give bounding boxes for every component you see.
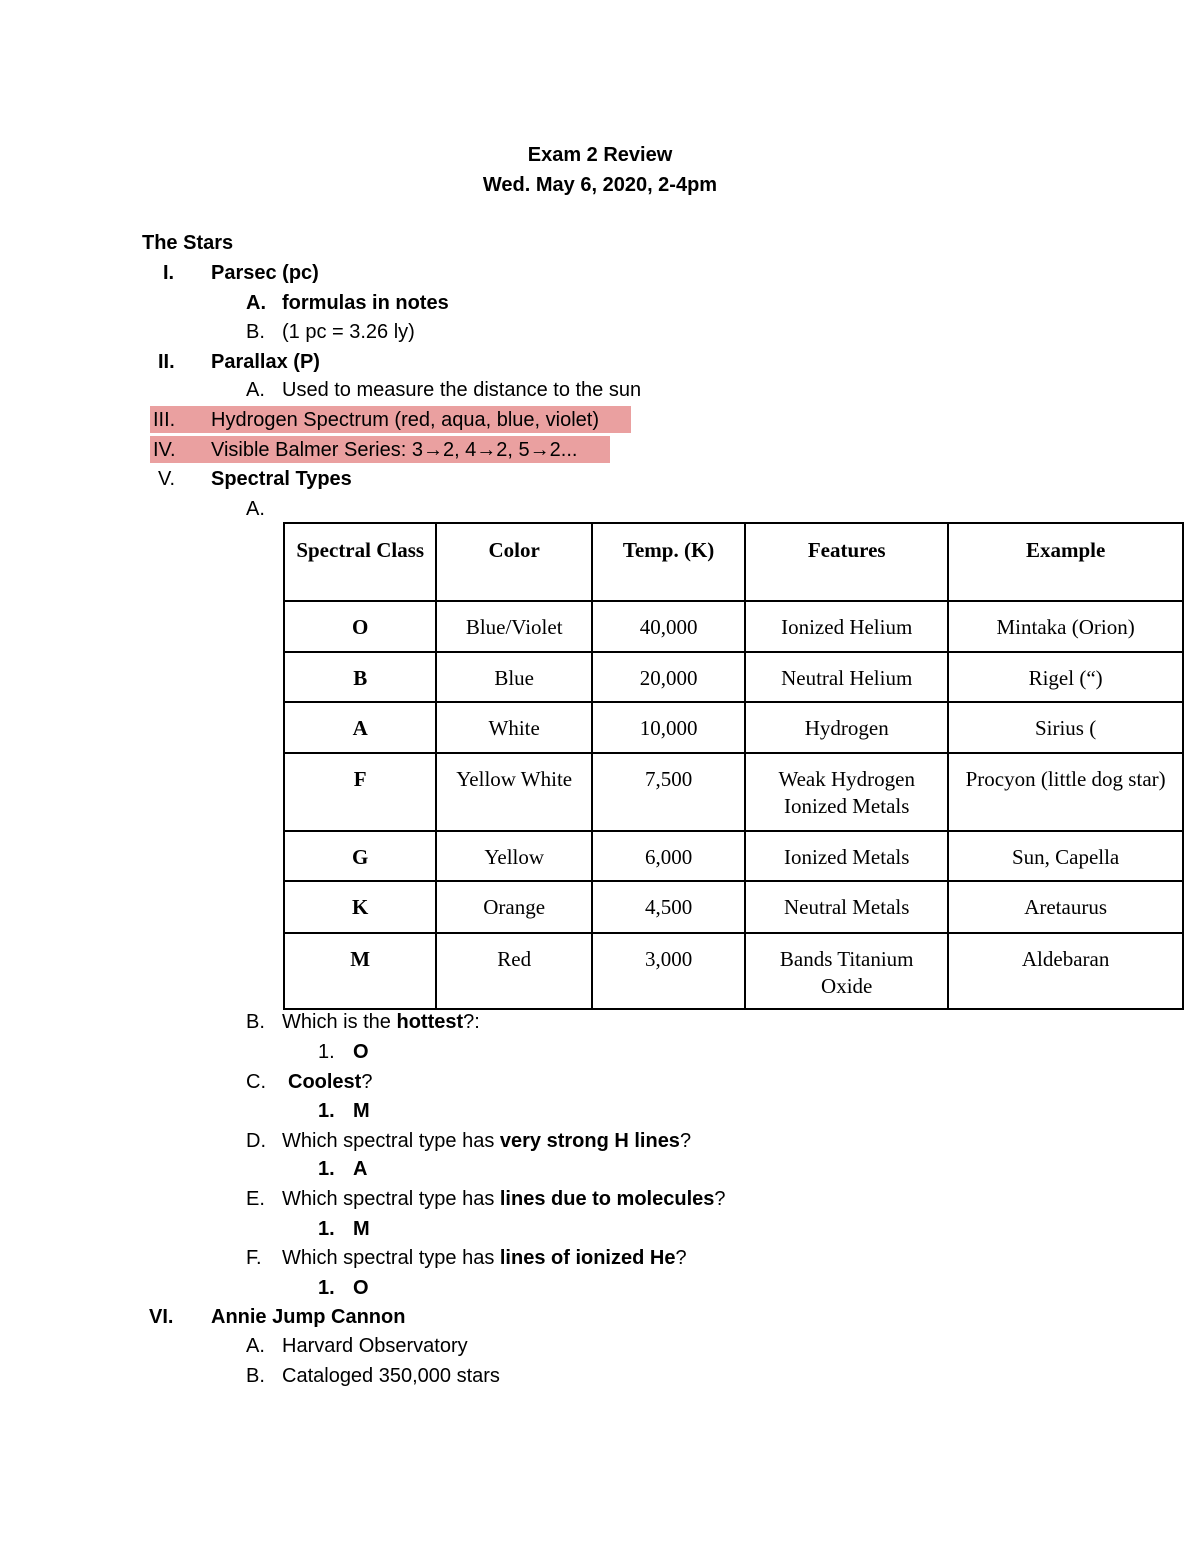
- answer-text: M: [353, 1218, 370, 1240]
- item-v-f-number: F.: [246, 1247, 262, 1269]
- table-cell: White: [436, 702, 592, 753]
- table-cell: Blue: [436, 652, 592, 702]
- table-cell: Mintaka (Orion): [948, 601, 1183, 652]
- item-v-e-question: [282, 1187, 726, 1211]
- question-keyword: lines of ionized He: [499, 1247, 676, 1269]
- table-cell: Neutral Metals: [745, 881, 948, 933]
- table-cell: Orange: [436, 881, 592, 933]
- item-ii-a-number: A.: [246, 379, 265, 401]
- table-cell: Bands Titanium Oxide: [745, 933, 948, 1009]
- table-cell-class: F: [284, 753, 436, 831]
- table-cell: Aretaurus: [948, 881, 1183, 933]
- table-cell: Aldebaran: [948, 933, 1183, 1009]
- item-v-d-number: D.: [246, 1130, 266, 1152]
- answer-number: 1.: [318, 1158, 335, 1180]
- item-v-b-number: B.: [246, 1011, 265, 1033]
- table-cell: 3,000: [592, 933, 745, 1009]
- item-i-a-text: formulas in notes: [282, 292, 449, 314]
- item-vi-b-number: B.: [246, 1365, 265, 1387]
- question-text: ?: [714, 1188, 726, 1210]
- table-header-cell: Example: [948, 523, 1183, 601]
- answer-text: M: [353, 1100, 370, 1122]
- table-cell: Red: [436, 933, 592, 1009]
- item-vi-number: VI.: [149, 1306, 174, 1328]
- table-row: [284, 933, 1183, 1009]
- table-cell: Ionized Helium: [745, 601, 948, 652]
- item-vi-title: Annie Jump Cannon: [211, 1306, 406, 1328]
- table-cell: 40,000: [592, 601, 745, 652]
- item-iii-title: Hydrogen Spectrum (red, aqua, blue, violet): [211, 409, 599, 431]
- table-cell: Yellow White: [436, 753, 592, 831]
- table-cell-class: G: [284, 831, 436, 881]
- table-cell: Yellow: [436, 831, 592, 881]
- table-cell: Rigel (“): [948, 652, 1183, 702]
- item-i-b-number: B.: [246, 321, 265, 343]
- table-cell: 20,000: [592, 652, 745, 702]
- item-ii-title: Parallax (P): [211, 351, 320, 373]
- question-text: ?: [361, 1071, 373, 1093]
- answer-text: O: [353, 1277, 369, 1299]
- answer-number: 1.: [318, 1100, 335, 1122]
- item-v-d-question: [282, 1129, 691, 1153]
- item-v-a-number: A.: [246, 498, 265, 520]
- item-iv-title: Visible Balmer Series: 3→2, 4→2, 5→2...: [211, 439, 578, 461]
- table-cell: Weak Hydrogen Ionized Metals: [745, 753, 948, 831]
- table-row: [284, 601, 1183, 652]
- item-iii-number: III.: [153, 409, 176, 431]
- table-cell: Hydrogen: [745, 702, 948, 753]
- question-text: Which spectral type has: [282, 1130, 500, 1152]
- item-v-c-number: C.: [246, 1071, 266, 1093]
- table-cell: Sun, Capella: [948, 831, 1183, 881]
- exam-date: Wed. May 6, 2020, 2-4pm: [482, 174, 718, 196]
- question-text: Which spectral type has: [282, 1247, 500, 1269]
- table-cell-class: K: [284, 881, 436, 933]
- table-row: [284, 753, 1183, 831]
- section-title: The Stars: [142, 232, 234, 254]
- document-title: Exam 2 Review: [527, 144, 673, 166]
- table-row: [284, 652, 1183, 702]
- item-v-c-question: [288, 1070, 372, 1094]
- item-i-title: Parsec (pc): [211, 262, 319, 284]
- item-i-a-number: A.: [246, 292, 266, 314]
- table-cell: 6,000: [592, 831, 745, 881]
- table-cell: 7,500: [592, 753, 745, 831]
- item-iv-number: IV.: [153, 439, 176, 461]
- item-v-number: V.: [158, 468, 176, 490]
- item-vi-a-number: A.: [246, 1335, 265, 1357]
- item-i-b-text: (1 pc = 3.26 ly): [282, 321, 415, 343]
- table-header-row: [284, 523, 1183, 601]
- table-header-cell: Features: [745, 523, 948, 601]
- item-ii-number: II.: [158, 351, 175, 373]
- table-row: [284, 881, 1183, 933]
- answer-number: 1.: [318, 1041, 335, 1063]
- table-cell: Neutral Helium: [745, 652, 948, 702]
- question-keyword: very strong H lines: [499, 1130, 680, 1152]
- question-text: Which spectral type has: [282, 1188, 500, 1210]
- item-vi-a-text: Harvard Observatory: [282, 1335, 468, 1357]
- table-header-cell: Color: [436, 523, 592, 601]
- question-keyword: hottest: [396, 1011, 464, 1033]
- table-cell-class: M: [284, 933, 436, 1009]
- table-row: [284, 702, 1183, 753]
- item-v-f-question: [282, 1246, 687, 1270]
- item-ii-a-text: Used to measure the distance to the sun: [282, 379, 642, 401]
- item-v-e-number: E.: [246, 1188, 265, 1210]
- answer-text: A: [353, 1158, 368, 1180]
- answer-text: O: [353, 1041, 369, 1063]
- table-header-cell: Temp. (K): [592, 523, 745, 601]
- table-cell: Sirius (: [948, 702, 1183, 753]
- table-row: [284, 831, 1183, 881]
- answer-number: 1.: [318, 1218, 335, 1240]
- table-cell: 4,500: [592, 881, 745, 933]
- answer-number: 1.: [318, 1277, 335, 1299]
- question-keyword: lines due to molecules: [499, 1188, 715, 1210]
- item-i-number: I.: [163, 262, 175, 284]
- question-text: ?:: [463, 1011, 480, 1033]
- question-text: Which is the: [282, 1011, 397, 1033]
- item-v-title: Spectral Types: [211, 468, 352, 490]
- question-text: ?: [679, 1130, 692, 1152]
- table-cell-class: A: [284, 702, 436, 753]
- table-cell-class: B: [284, 652, 436, 702]
- table-cell: 10,000: [592, 702, 745, 753]
- item-v-b-question: [282, 1010, 480, 1034]
- table-cell: Ionized Metals: [745, 831, 948, 881]
- question-text: ?: [675, 1247, 687, 1269]
- spectral-types-table: [283, 522, 1184, 1010]
- item-vi-b-text: Cataloged 350,000 stars: [282, 1365, 500, 1387]
- table-header-cell: Spectral Class: [284, 523, 436, 601]
- table-cell: Blue/Violet: [436, 601, 592, 652]
- question-keyword: Coolest: [288, 1071, 362, 1093]
- table-cell-class: O: [284, 601, 436, 652]
- table-cell: Procyon (little dog star): [948, 753, 1183, 831]
